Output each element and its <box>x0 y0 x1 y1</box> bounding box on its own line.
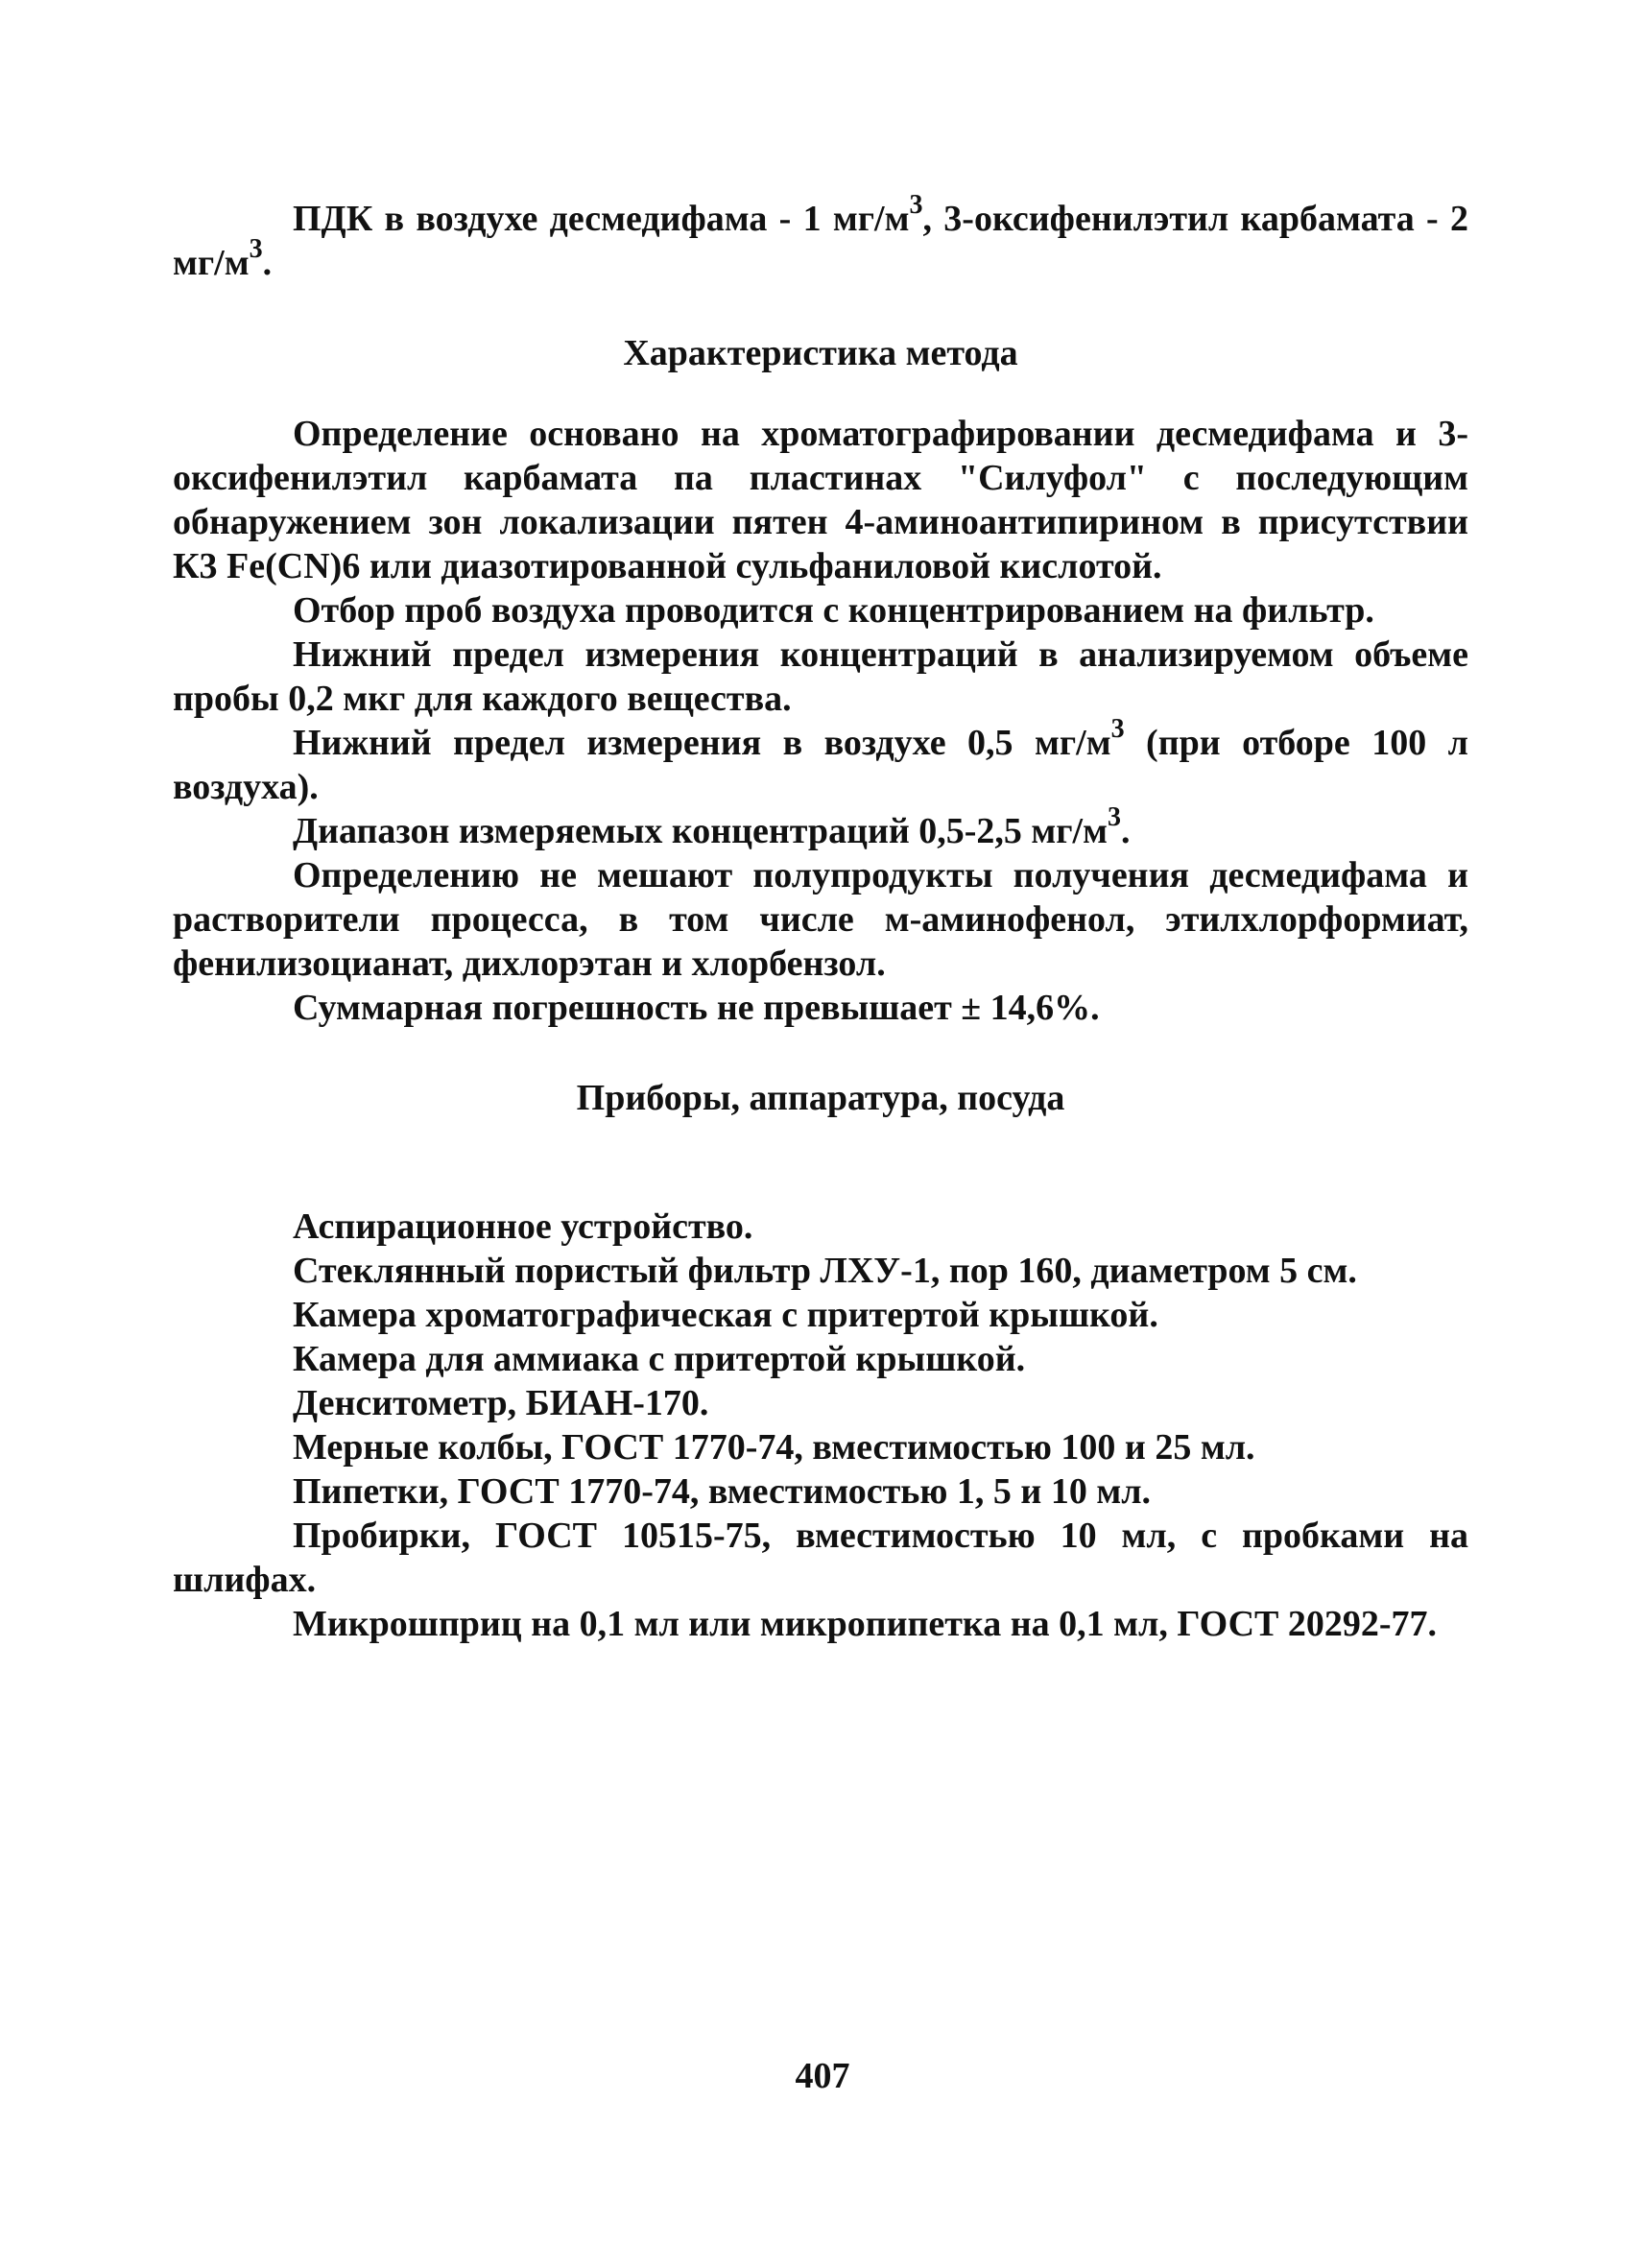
pdk-superscript-2: 3 <box>249 234 263 264</box>
equipment-item: Камера хроматографическая с притертой крышкой. <box>293 1295 1158 1335</box>
section-title-equipment: Приборы, аппаратура, посуда <box>576 1078 1065 1118</box>
detection-limit-air-text-1: Нижний предел измерения в воздухе 0,5 мг/м <box>293 723 1111 763</box>
pdk-paragraph <box>173 190 1469 285</box>
section-title-method: Характеристика метода <box>623 333 1018 373</box>
equipment-item: Пробирки, ГОСТ 10515-75, вместимостью 10 мл, с пробками на шлифах. <box>173 1516 1468 1600</box>
equipment-item: Аспирационное устройство. <box>293 1206 753 1247</box>
equipment-item: Денситометр, БИАН-170. <box>293 1383 709 1423</box>
equipment-item: Микрошприц на 0,1 мл или микропипетка на 0,1 мл, ГОСТ 20292-77. <box>293 1604 1438 1644</box>
equipment-item: Стеклянный пористый фильтр ЛХУ-1, пор 160, диаметром 5 см. <box>293 1251 1357 1291</box>
sampling-paragraph: Отбор проб воздуха проводится с концентрированием на фильтр. <box>293 590 1374 631</box>
pdk-text-2: , 3-оксифенилэтил карбамата - 2 мг/м <box>173 199 1469 283</box>
detection-limit-air-text-2: (при отборе 100 л воздуха). <box>173 723 1469 807</box>
equipment-item: Камера для аммиака с притертой крышкой. <box>293 1339 1026 1379</box>
range-text-1: Диапазон измеряемых концентраций 0,5-2,5 мг/м <box>293 811 1108 851</box>
detection-limit-sample-paragraph: Нижний предел измерения концентраций в анализируемом объеме пробы 0,2 мкг для каждого вещества. <box>173 634 1468 719</box>
page-number: 407 <box>795 2056 850 2096</box>
range-superscript: 3 <box>1108 802 1121 832</box>
pdk-text-3: . <box>262 243 273 283</box>
detection-limit-air-superscript: 3 <box>1110 714 1125 744</box>
interference-paragraph: Определению не мешают полупродукты получения десмедифама и растворители процесса, в том числе м-аминофенол, этилхлорформиат, фенилизоцианат, дихлорэтан и хлорбензол. <box>173 855 1468 984</box>
error-paragraph: Суммарная погрешность не превышает ± 14,6%. <box>293 988 1100 1028</box>
method-principle-paragraph: Определение основано на хроматографировании десмедифама и 3-оксифенилэтил карбамата па пластинах "Силуфол" с последующим обнаружением зон локализации пятен 4-аминоантипирином в присутствии К3 Fe(CN)6 или диазотированной сульфаниловой кислотой. <box>173 414 1468 586</box>
pdk-superscript-1: 3 <box>909 190 923 220</box>
range-paragraph <box>173 802 1468 853</box>
range-text-2: . <box>1121 811 1131 851</box>
equipment-item: Мерные колбы, ГОСТ 1770-74, вместимостью 100 и 25 мл. <box>293 1427 1255 1468</box>
document-page <box>173 190 1469 1646</box>
pdk-text-1: ПДК в воздухе десмедифама - 1 мг/м <box>293 199 910 239</box>
detection-limit-air-paragraph <box>173 714 1469 809</box>
equipment-item: Пипетки, ГОСТ 1770-74, вместимостью 1, 5 и 10 мл. <box>293 1471 1152 1512</box>
